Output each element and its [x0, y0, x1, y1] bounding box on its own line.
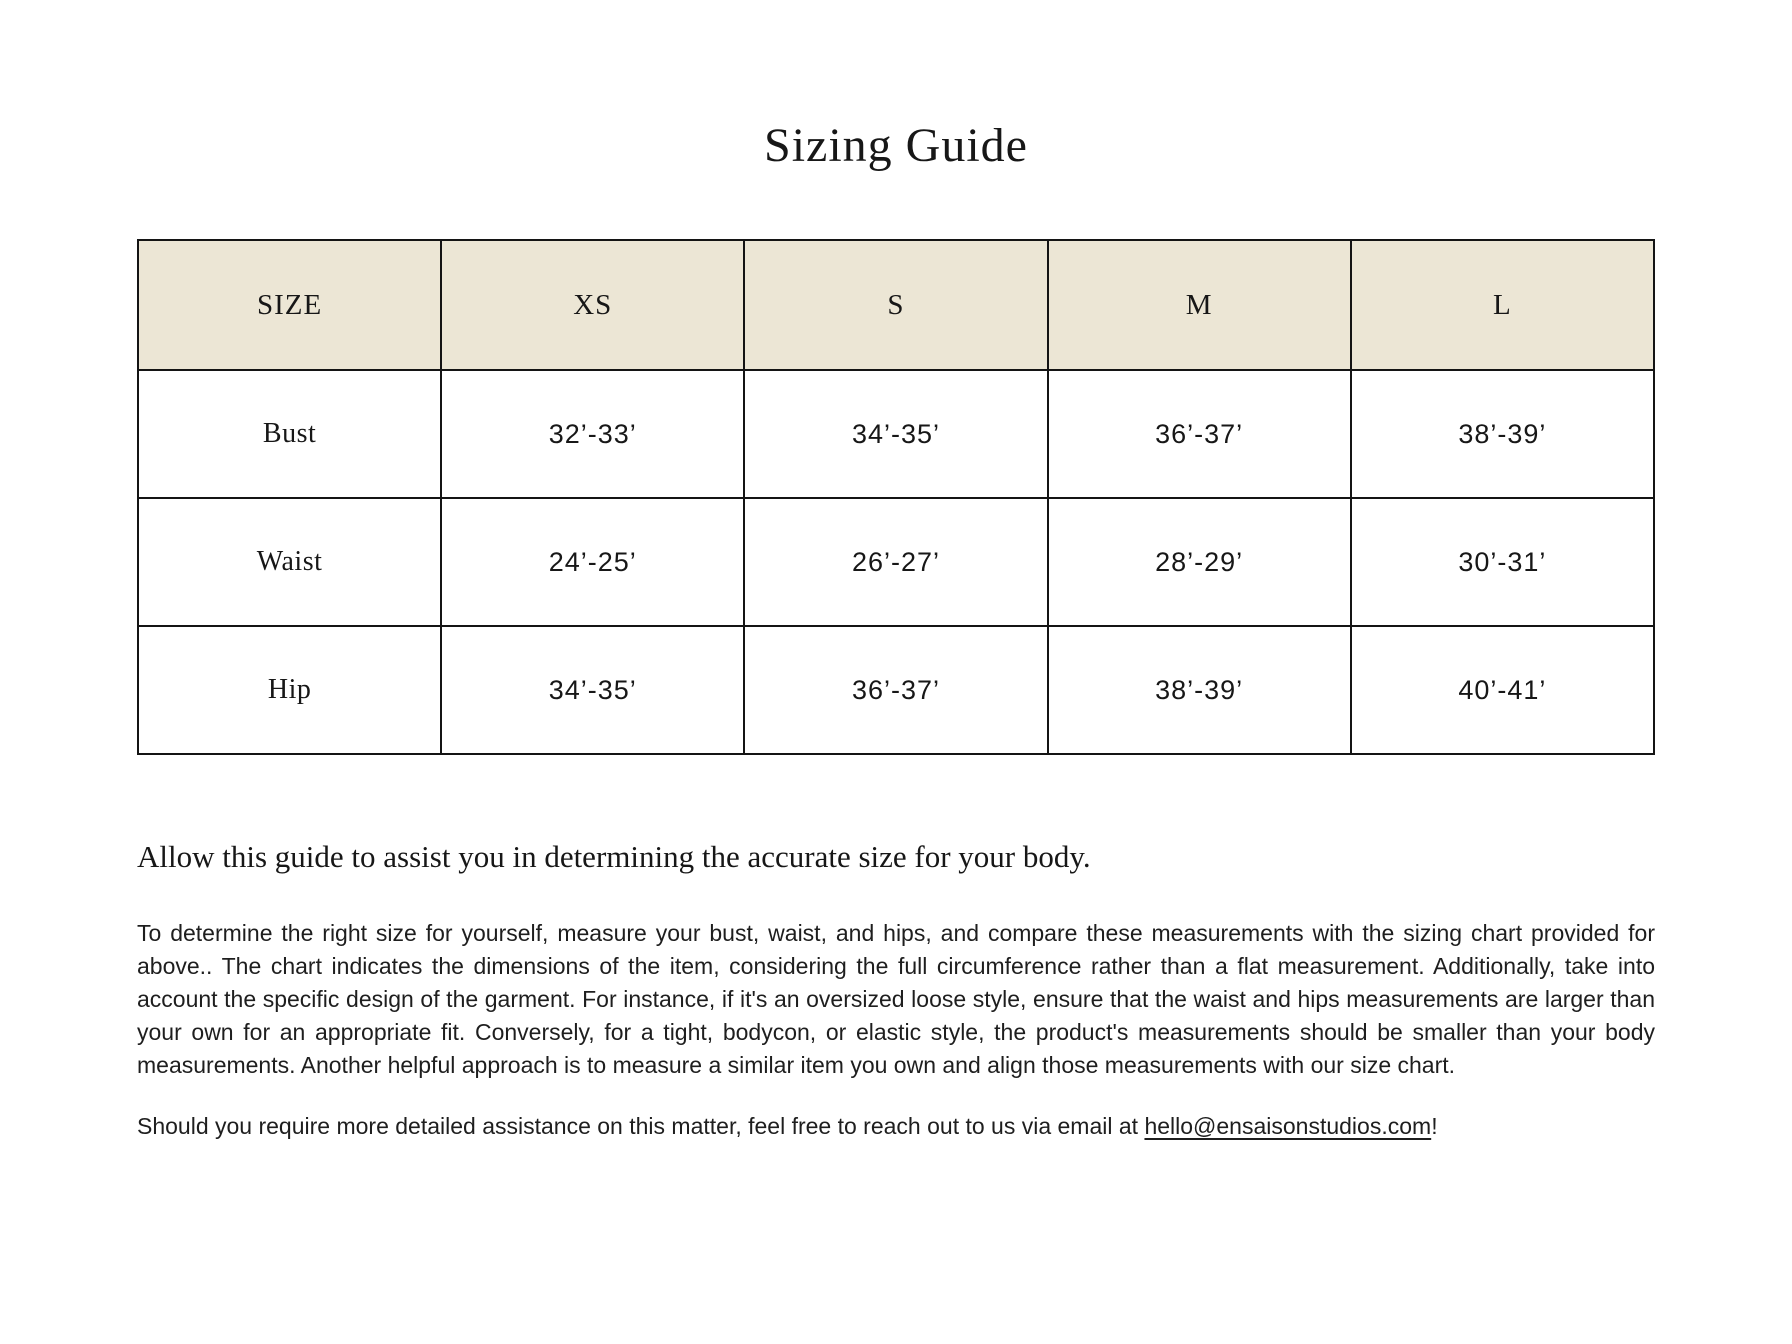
cell-waist-l: 30’-31’	[1351, 498, 1654, 626]
guide-subtitle: Allow this guide to assist you in determining the accurate size for your body.	[137, 839, 1091, 874]
row-label-hip: Hip	[138, 626, 441, 754]
cell-hip-m: 38’-39’	[1048, 626, 1351, 754]
row-label-bust: Bust	[138, 370, 441, 498]
cell-bust-s: 34’-35’	[744, 370, 1047, 498]
table-row-waist	[138, 498, 1654, 626]
table-row-hip	[138, 626, 1654, 754]
sizing-guide-page	[0, 118, 1792, 1344]
cell-waist-m: 28’-29’	[1048, 498, 1351, 626]
column-header-s: S	[744, 240, 1047, 370]
page-title: Sizing Guide	[764, 119, 1028, 172]
guide-paragraph: To determine the right size for yourself, measure your bust, waist, and hips, and compare these measurements with the sizing chart provided for above.. The chart indicates the dimensions of the item, considering the full circumference rather than a flat measurement. Additionally, take into account the specific design of the garment. For instance, if it's an oversized loose style, ensure that the waist and hips measurements are larger than your own for an appropriate fit. Conversely, for a tight, bodycon, or elastic style, the product's measurements should be smaller than your body measurements. Another helpful approach is to measure a similar item you own and align those measurements with our size chart.	[137, 920, 1655, 1078]
cell-hip-xs: 34’-35’	[441, 626, 744, 754]
contact-text: Should you require more detailed assistance on this matter, feel free to reach out to us via email at	[137, 1113, 1145, 1139]
table-row-bust	[138, 370, 1654, 498]
cell-hip-s: 36’-37’	[744, 626, 1047, 754]
table-header-row	[138, 240, 1654, 370]
column-header-size: SIZE	[138, 240, 441, 370]
cell-hip-l: 40’-41’	[1351, 626, 1654, 754]
cell-bust-l: 38’-39’	[1351, 370, 1654, 498]
cell-bust-m: 36’-37’	[1048, 370, 1351, 498]
column-header-l: L	[1351, 240, 1654, 370]
column-header-xs: XS	[441, 240, 744, 370]
row-label-waist: Waist	[138, 498, 441, 626]
cell-waist-xs: 24’-25’	[441, 498, 744, 626]
cell-waist-s: 26’-27’	[744, 498, 1047, 626]
contact-line	[137, 1110, 1655, 1143]
size-chart-table	[137, 239, 1655, 755]
contact-suffix: !	[1431, 1113, 1438, 1139]
column-header-m: M	[1048, 240, 1351, 370]
email-link[interactable]: hello@ensaisonstudios.com	[1144, 1113, 1432, 1139]
cell-bust-xs: 32’-33’	[441, 370, 744, 498]
